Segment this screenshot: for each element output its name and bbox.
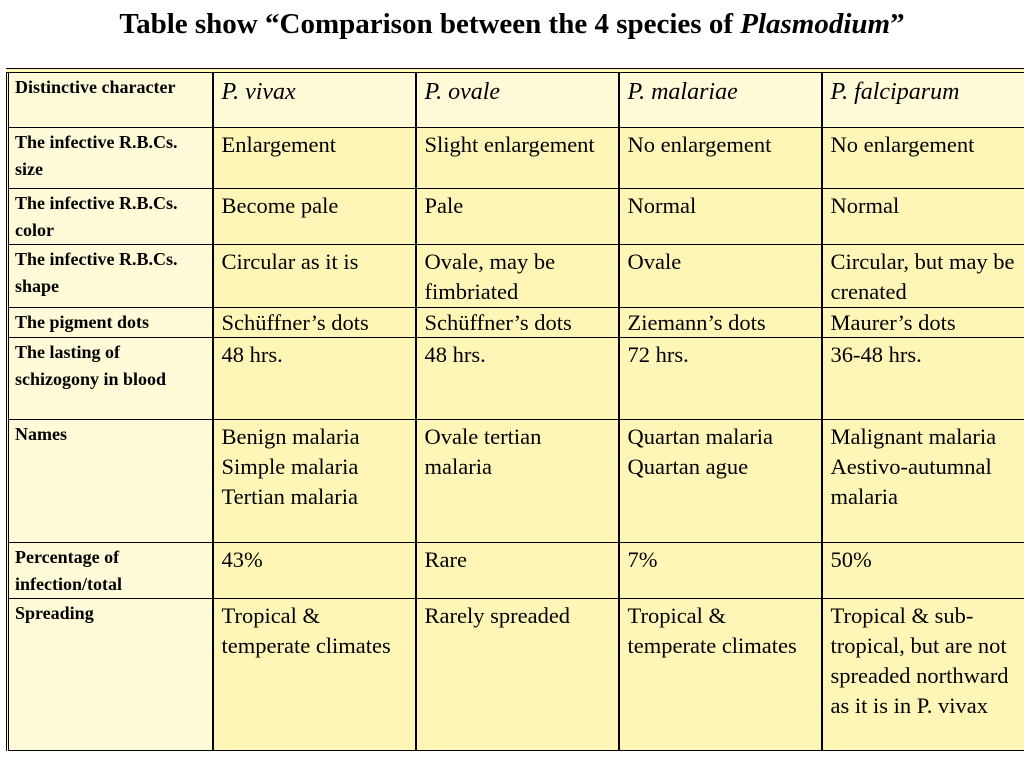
table-cell: Enlargement	[213, 128, 416, 189]
table-cell: 72 hrs.	[619, 338, 822, 420]
table-cell: Circular as it is	[213, 245, 416, 308]
table-cell: 7%	[619, 543, 822, 599]
table-row	[8, 245, 1024, 308]
table-cell: Ovale, may be fimbriated	[416, 245, 619, 308]
row-label: Spreading	[8, 599, 213, 751]
table-cell: Tropical & sub-tropical, but are not spreaded northward as it is in P. vivax	[822, 599, 1024, 751]
species-header-ovale: P. ovale	[416, 73, 619, 128]
table-row	[8, 543, 1024, 599]
comparison-table	[6, 72, 1024, 751]
table-cell: Slight enlargement	[416, 128, 619, 189]
table-cell: Ovale	[619, 245, 822, 308]
table-cell	[619, 420, 822, 543]
title-italic: Plasmodium	[740, 8, 891, 40]
cell-line: Ovale tertian malaria	[424, 424, 542, 479]
table-cell: Ziemann’s dots	[619, 308, 822, 338]
table-row	[8, 189, 1024, 245]
cell-line: Aestivo-autumnal malaria	[830, 454, 992, 509]
table-row	[8, 420, 1024, 543]
table-cell: Become pale	[213, 189, 416, 245]
row-label: Names	[8, 420, 213, 543]
row-label: The infective R.B.Cs. color	[8, 189, 213, 245]
table-cell: Circular, but may be crenated	[822, 245, 1024, 308]
cell-line: Quartan malaria	[627, 424, 774, 449]
table-cell: Rarely spreaded	[416, 599, 619, 751]
table-cell	[822, 420, 1024, 543]
table-cell: 48 hrs.	[416, 338, 619, 420]
table-cell: Pale	[416, 189, 619, 245]
table-cell: Normal	[822, 189, 1024, 245]
cell-line: Quartan ague	[627, 454, 749, 479]
species-header-malariae: P. malariae	[619, 73, 822, 128]
header-label-cell: Distinctive character	[8, 73, 213, 128]
row-label: The infective R.B.Cs. size	[8, 128, 213, 189]
cell-line: Malignant malaria	[830, 424, 997, 449]
title-prefix: Table show “Comparison between the 4 species of	[119, 8, 741, 40]
cell-line: Tertian malaria	[221, 484, 358, 509]
table-row	[8, 308, 1024, 338]
table-cell: 48 hrs.	[213, 338, 416, 420]
table-cell: Rare	[416, 543, 619, 599]
species-header-falciparum: P. falciparum	[822, 73, 1024, 128]
row-label: The lasting of schizogony in blood	[8, 338, 213, 420]
cell-line: Benign malaria	[221, 424, 360, 449]
row-label: The infective R.B.Cs. shape	[8, 245, 213, 308]
table-row	[8, 128, 1024, 189]
table-cell: Normal	[619, 189, 822, 245]
table-cell: No enlargement	[822, 128, 1024, 189]
table-cell: Maurer’s dots	[822, 308, 1024, 338]
comparison-table-frame	[6, 68, 1024, 746]
page-title	[0, 8, 1024, 41]
table-cell: 43%	[213, 543, 416, 599]
title-suffix: ”	[890, 8, 905, 40]
table-cell: Schüffner’s dots	[213, 308, 416, 338]
table-row	[8, 338, 1024, 420]
table-cell: 50%	[822, 543, 1024, 599]
table-cell	[416, 420, 619, 543]
table-header-row	[8, 73, 1024, 128]
table-cell: Tropical & temperate climates	[619, 599, 822, 751]
table-cell	[213, 420, 416, 543]
species-header-vivax: P. vivax	[213, 73, 416, 128]
row-label: The pigment dots	[8, 308, 213, 338]
table-row	[8, 599, 1024, 751]
cell-line: Simple malaria	[221, 454, 359, 479]
row-label: Percentage of infection/total	[8, 543, 213, 599]
table-cell: 36-48 hrs.	[822, 338, 1024, 420]
table-cell: Schüffner’s dots	[416, 308, 619, 338]
table-cell: Tropical & temperate climates	[213, 599, 416, 751]
table-cell: No enlargement	[619, 128, 822, 189]
